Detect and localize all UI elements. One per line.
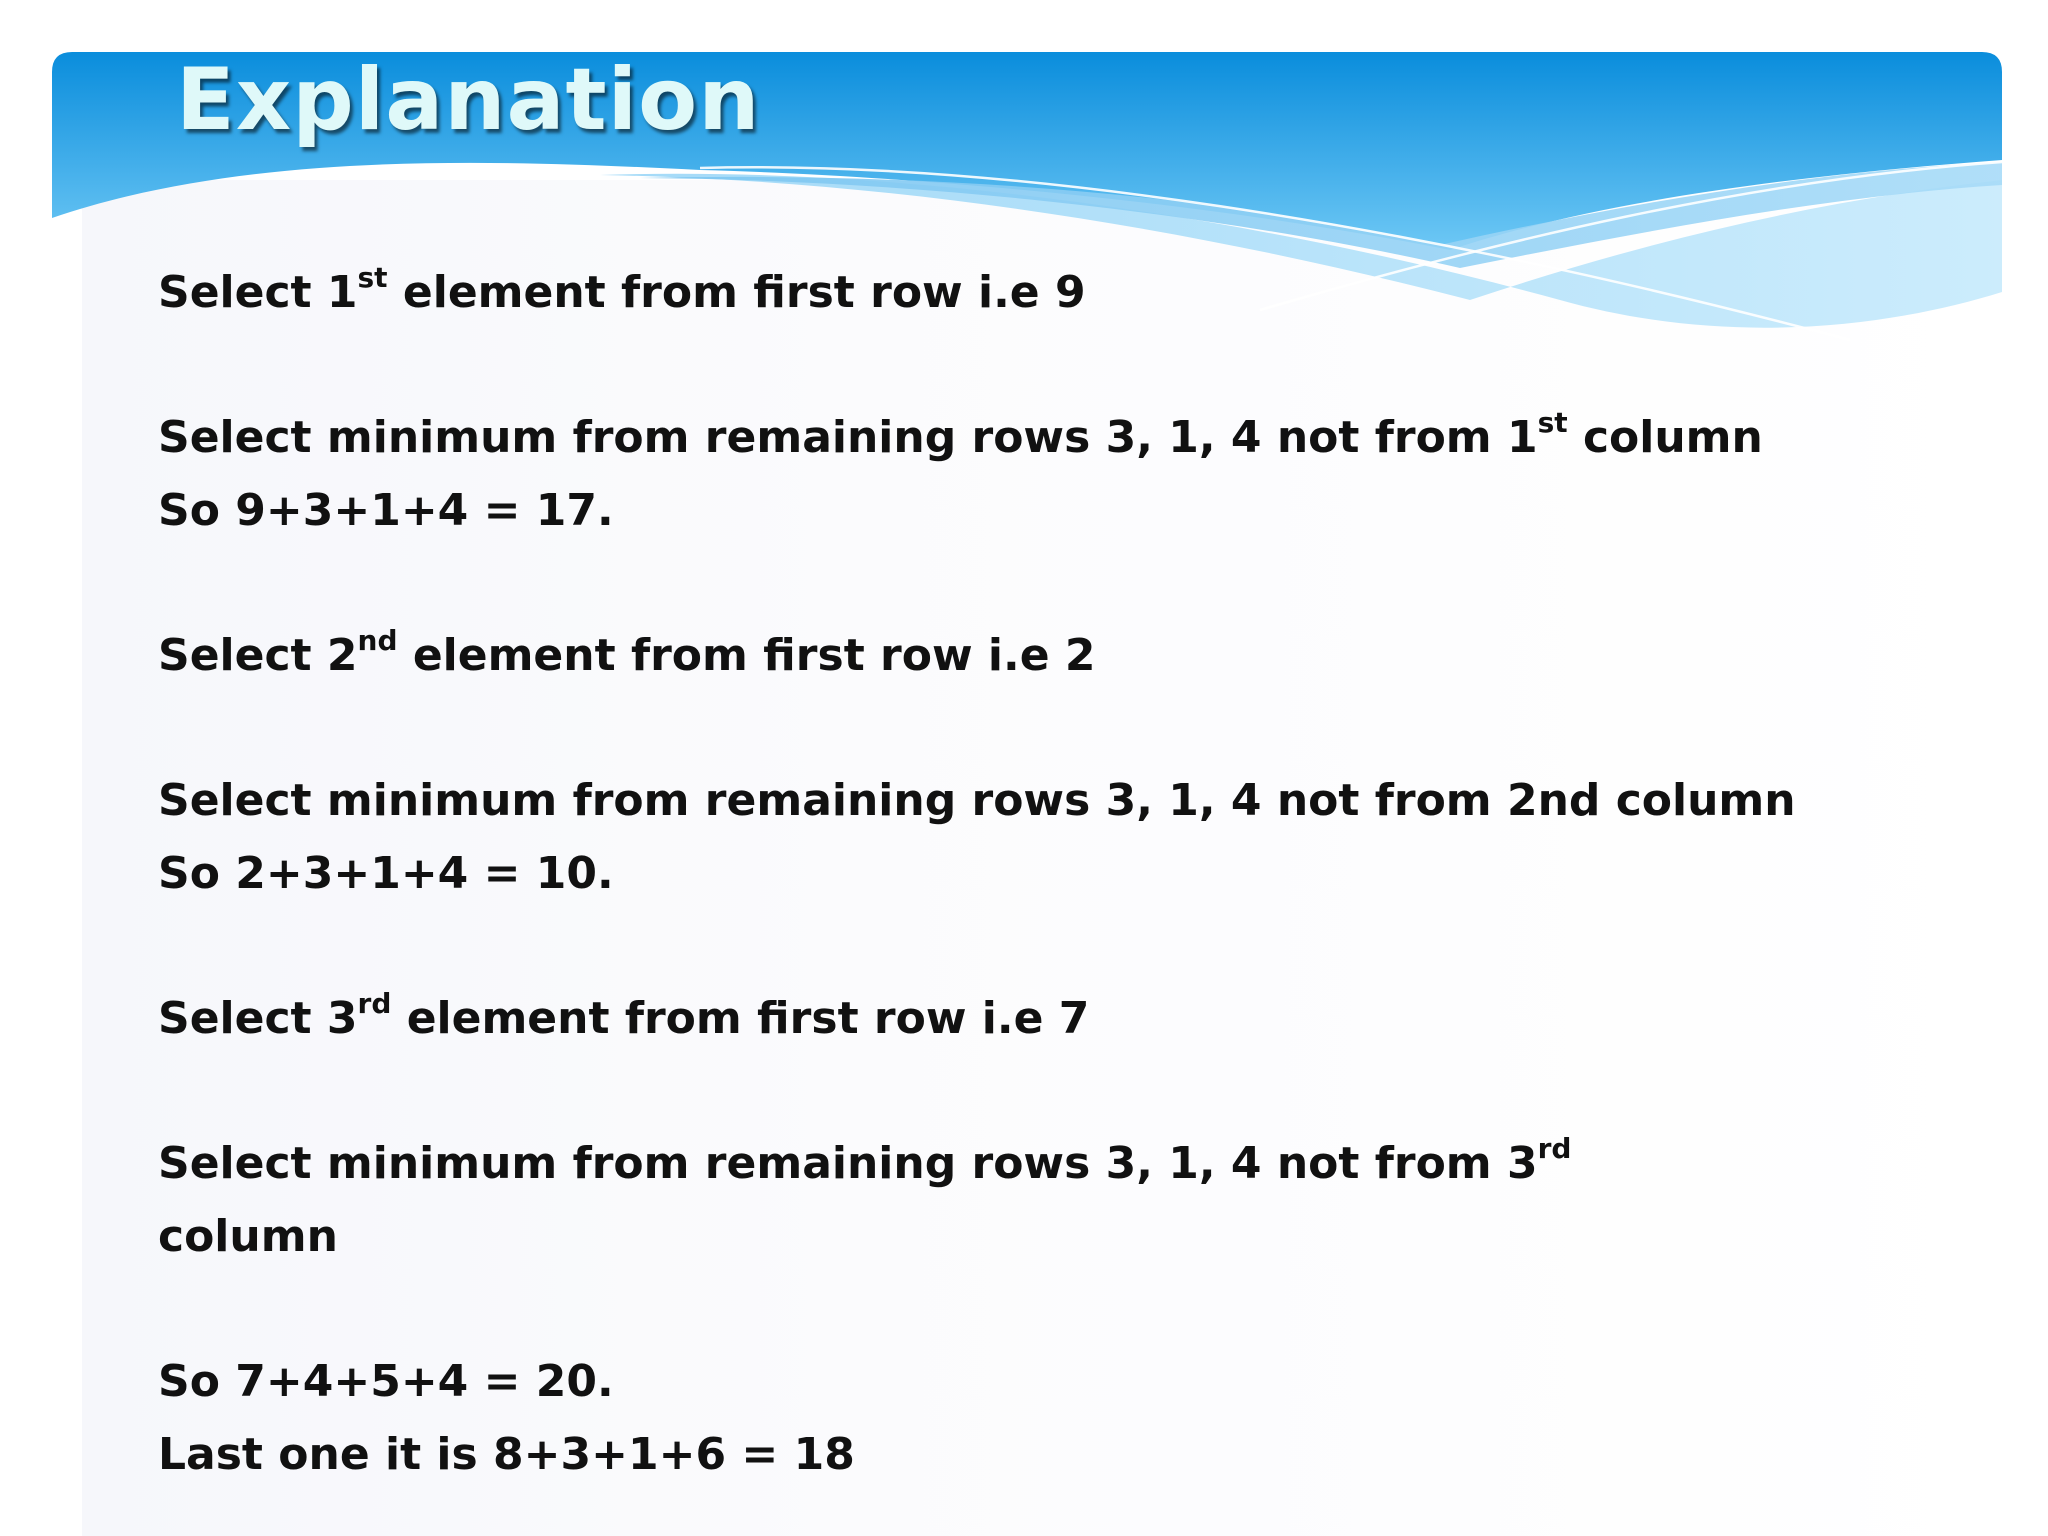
step-line-2 <box>158 406 1763 466</box>
step-line-1 <box>158 261 1086 321</box>
ordinal-suffix: nd <box>357 624 398 658</box>
line-text: Select minimum from remaining rows 3, 1, 4 not from 3 <box>158 1138 1538 1189</box>
page-title: Explanation <box>176 50 761 150</box>
step-line-4 <box>158 773 1796 829</box>
step-line-5 <box>158 987 1090 1047</box>
ordinal-suffix: rd <box>357 987 392 1021</box>
step-line-6-continued <box>158 1209 338 1265</box>
line-text: Select 1 <box>158 267 358 318</box>
line-text: So 7+4+5+4 = 20. <box>158 1356 614 1407</box>
sum-line-3 <box>158 1354 614 1410</box>
line-text: Select 3 <box>158 993 358 1044</box>
step-line-6 <box>158 1132 1572 1192</box>
step-line-3 <box>158 624 1096 684</box>
line-text: Select minimum from remaining rows 3, 1, 4 not from 1 <box>158 412 1538 463</box>
sum-line-1 <box>158 483 614 539</box>
line-text: Select 2 <box>158 630 358 681</box>
sum-line-4 <box>158 1427 855 1483</box>
line-text: Last one it is 8+3+1+6 = 18 <box>158 1429 855 1480</box>
line-text-after: element from first row i.e 9 <box>387 267 1086 318</box>
line-text: So 2+3+1+4 = 10. <box>158 848 614 899</box>
ordinal-suffix: st <box>357 261 388 295</box>
line-text: column <box>158 1211 338 1262</box>
sum-line-2 <box>158 846 614 902</box>
ordinal-suffix: st <box>1537 406 1568 440</box>
line-text: So 9+3+1+4 = 17. <box>158 485 614 536</box>
line-text: Select minimum from remaining rows 3, 1, 4 not from 2nd column <box>158 775 1796 826</box>
ordinal-suffix: rd <box>1537 1132 1572 1166</box>
line-text-after: element from first row i.e 7 <box>391 993 1090 1044</box>
line-text-after: element from first row i.e 2 <box>397 630 1096 681</box>
line-text-after: column <box>1567 412 1763 463</box>
